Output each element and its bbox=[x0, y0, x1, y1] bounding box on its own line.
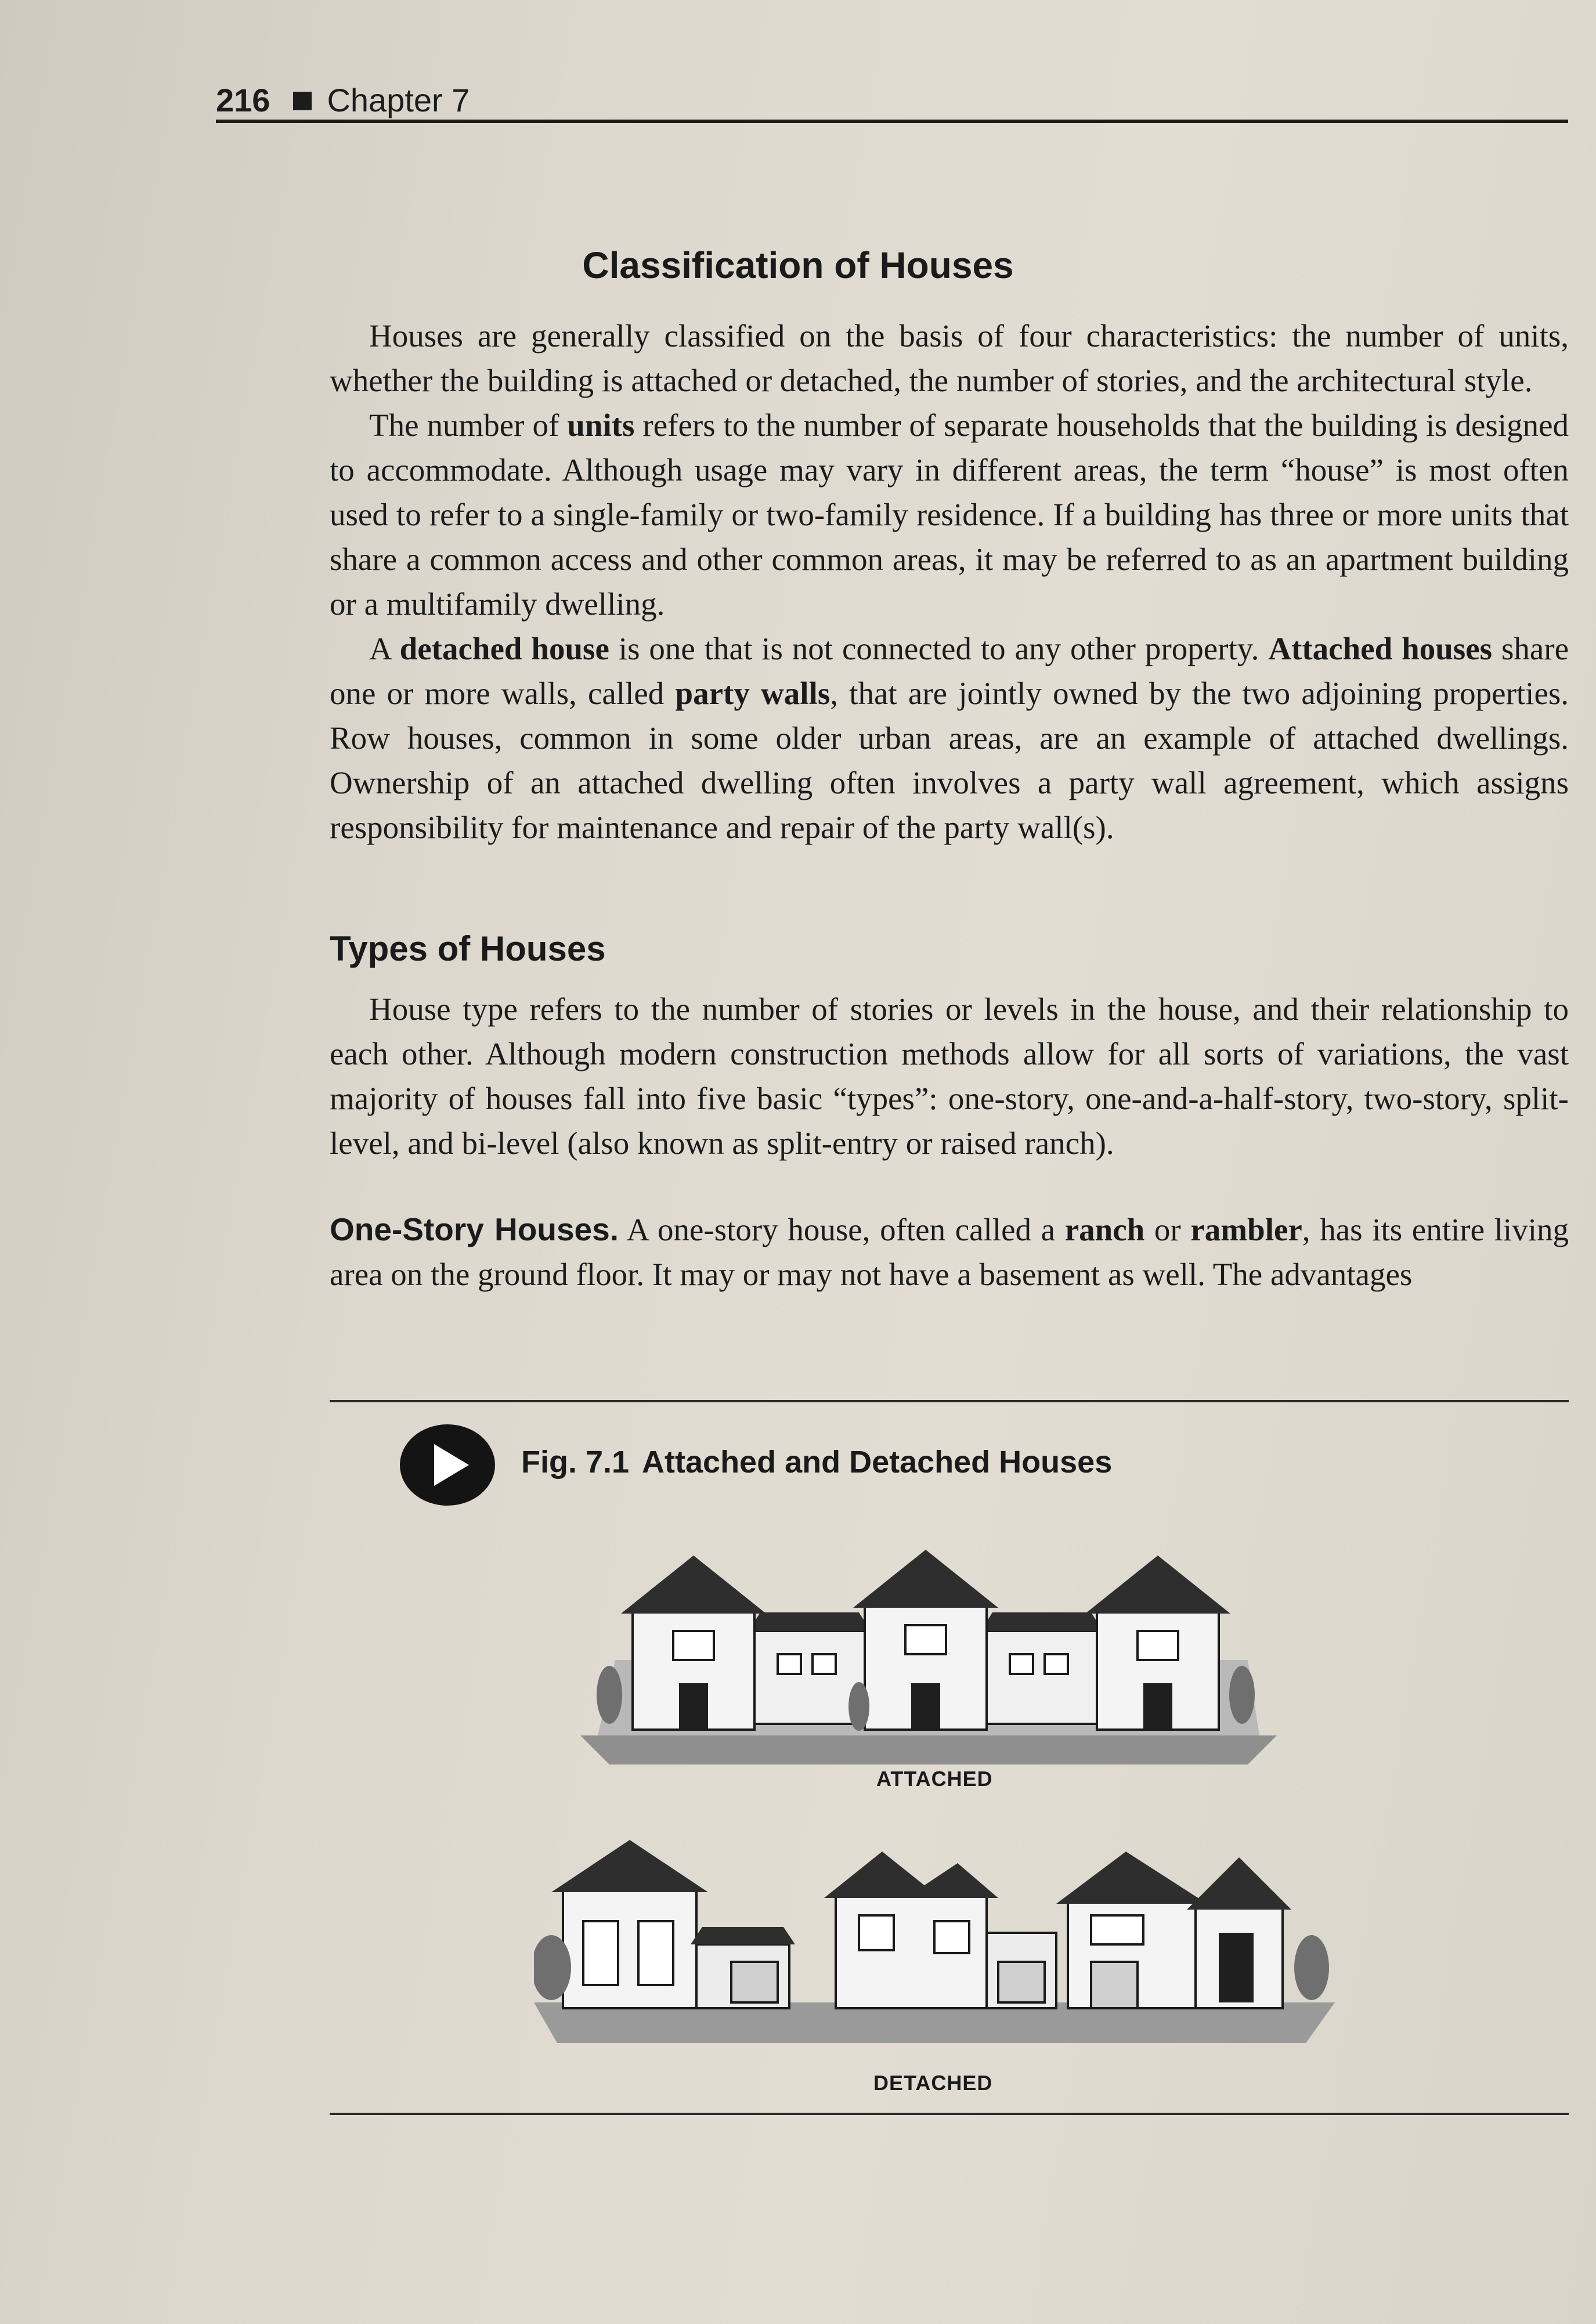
term-party-walls: party walls bbox=[675, 676, 831, 711]
figure-caption bbox=[521, 1444, 1112, 1480]
play-icon bbox=[398, 1423, 497, 1507]
header-square-icon bbox=[293, 92, 312, 110]
classification-body bbox=[330, 313, 1569, 850]
paragraph-1: Houses are generally classified on the basis of four characteristics: the number of units, whether the building is attached or detached, the number of stories, and the architectural style. bbox=[330, 318, 1569, 398]
header-rule bbox=[216, 120, 1568, 123]
detached-houses-illustration bbox=[534, 1828, 1335, 2049]
figure-title: Attached and Detached Houses bbox=[642, 1445, 1113, 1479]
paragraph-2: The number of units refers to the number of separate households that the building is designed to accommodate. Although usage may vary in different areas, the term “house” is most often used to refer to a single-family or two-family residence. If a building has three or more units that share a common access and other common areas, it may be referred to as an apartment building or a multifamily dwelling. bbox=[330, 407, 1569, 622]
types-body bbox=[330, 987, 1569, 1165]
running-header bbox=[216, 81, 470, 119]
detached-label: DETACHED bbox=[873, 2071, 993, 2095]
attached-label: ATTACHED bbox=[876, 1767, 993, 1791]
term-units: units bbox=[567, 407, 635, 443]
figure-bottom-rule bbox=[330, 2113, 1569, 2115]
term-detached-house: detached house bbox=[399, 631, 609, 666]
types-heading: Types of Houses bbox=[330, 929, 606, 968]
one-story-paragraph: One-Story Houses. A one-story house, often called a ranch or rambler, has its entire living area on the ground floor. It may or may not have a basement as well. The advantages bbox=[330, 1211, 1569, 1292]
term-ranch: ranch bbox=[1064, 1212, 1145, 1247]
types-paragraph: House type refers to the number of stories or levels in the house, and their relationship to each other. Although modern construction methods allow for all sorts of variations, the vast majority of houses fall into five basic “types”: one-story, one-and-a-half-story, two-story, split-level, and bi-level (also known as split-entry or raised ranch). bbox=[330, 991, 1569, 1161]
attached-houses-illustration bbox=[580, 1544, 1277, 1764]
one-story-body bbox=[330, 1207, 1569, 1297]
paragraph-3: A detached house is one that is not connected to any other property. Attached houses share one or more walls, called party walls, that are jointly owned by the two adjoining properties. Row houses, common in some older urban areas, are an example of attached dwellings. Ownership of an attached dwelling often involves a party wall agreement, which assigns responsibility for maintenance and repair of the party wall(s). bbox=[330, 631, 1569, 845]
figure-top-rule bbox=[330, 1400, 1569, 1402]
chapter-label: Chapter 7 bbox=[327, 82, 470, 118]
term-rambler: rambler bbox=[1190, 1212, 1302, 1247]
figure-number: Fig. 7.1 bbox=[521, 1445, 630, 1479]
section-title: Classification of Houses bbox=[582, 244, 1014, 286]
term-attached-houses: Attached houses bbox=[1268, 631, 1493, 666]
one-story-runin: One-Story Houses. bbox=[330, 1211, 619, 1247]
page-number: 216 bbox=[216, 82, 270, 118]
